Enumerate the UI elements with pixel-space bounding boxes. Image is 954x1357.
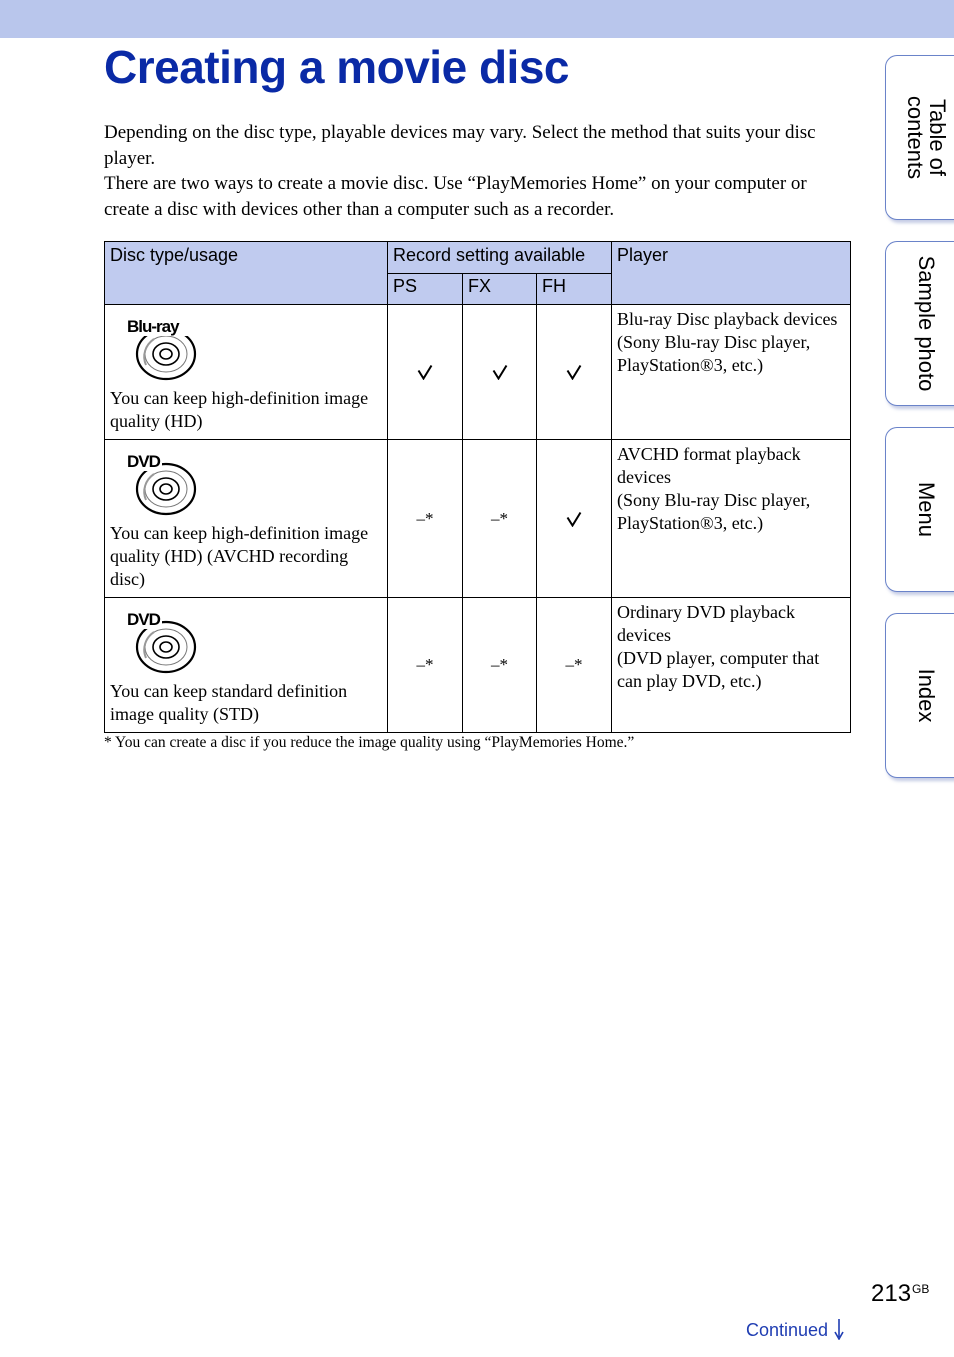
footnote: * You can create a disc if you reduce the image quality using “PlayMemories Home.” bbox=[104, 734, 635, 751]
disc-type-table bbox=[104, 241, 851, 733]
header-fx: FX bbox=[463, 274, 537, 305]
intro-paragraph-2: There are two ways to create a movie disc. Use “PlayMemories Home” on your computer or create a disc with devices other than a computer such as a recorder. bbox=[104, 173, 807, 220]
player-devices: Ordinary DVD playback devices bbox=[617, 602, 795, 645]
player-cell bbox=[612, 305, 851, 440]
tab-table-of-contents[interactable] bbox=[885, 55, 954, 220]
player-devices: Blu-ray Disc playback devices bbox=[617, 309, 838, 329]
fh-value: –* bbox=[537, 598, 612, 733]
dvd-disc-icon bbox=[126, 608, 206, 674]
player-cell bbox=[612, 440, 851, 598]
header-record-setting: Record setting available bbox=[388, 242, 612, 274]
arrow-down-icon bbox=[834, 1318, 844, 1345]
header-band bbox=[0, 0, 954, 38]
page-number bbox=[871, 1280, 929, 1308]
intro-text bbox=[104, 120, 854, 222]
fx-value: –* bbox=[463, 440, 537, 598]
tab-label: Table of contents bbox=[903, 95, 950, 180]
tab-label: Index bbox=[914, 668, 939, 723]
table-row bbox=[105, 598, 851, 733]
tab-label: Menu bbox=[914, 481, 939, 538]
fx-value: –* bbox=[463, 598, 537, 733]
header-ps: PS bbox=[388, 274, 463, 305]
disc-usage-text: You can keep high-definition image quality (HD) (AVCHD recording disc) bbox=[110, 523, 369, 589]
ps-check-icon bbox=[388, 305, 463, 440]
page-number-value: 213 bbox=[871, 1280, 912, 1307]
disc-logo-text: DVD bbox=[127, 610, 160, 629]
header-player: Player bbox=[612, 242, 851, 305]
disc-logo-text: Blu-ray bbox=[127, 317, 179, 336]
disc-type-cell bbox=[105, 598, 388, 733]
table-row bbox=[105, 305, 851, 440]
ps-value: –* bbox=[388, 598, 463, 733]
continued-label: Continued bbox=[746, 1320, 829, 1340]
player-devices: AVCHD format playback devices bbox=[617, 444, 801, 487]
tab-sample-photo[interactable] bbox=[885, 241, 954, 406]
tab-index[interactable] bbox=[885, 613, 954, 778]
continued-link[interactable] bbox=[746, 1318, 844, 1345]
intro-paragraph-1: Depending on the disc type, playable devices may vary. Select the method that suits your disc player. bbox=[104, 122, 816, 169]
header-disc-type: Disc type/usage bbox=[105, 242, 388, 305]
player-examples: (Sony Blu-ray Disc player, PlayStation®3, etc.) bbox=[617, 490, 811, 533]
tab-menu[interactable] bbox=[885, 427, 954, 592]
blu-ray-disc-icon bbox=[126, 315, 206, 381]
table-row bbox=[105, 440, 851, 598]
disc-type-cell bbox=[105, 305, 388, 440]
dvd-disc-icon bbox=[126, 450, 206, 516]
page-title: Creating a movie disc bbox=[104, 41, 569, 93]
fx-check-icon bbox=[463, 305, 537, 440]
fh-check-icon bbox=[537, 305, 612, 440]
disc-logo-text: DVD bbox=[127, 452, 160, 471]
disc-type-cell bbox=[105, 440, 388, 598]
header-fh: FH bbox=[537, 274, 612, 305]
player-cell bbox=[612, 598, 851, 733]
fh-check-icon bbox=[537, 440, 612, 598]
disc-usage-text: You can keep standard definition image quality (STD) bbox=[110, 681, 348, 724]
ps-value: –* bbox=[388, 440, 463, 598]
disc-usage-text: You can keep high-definition image quality (HD) bbox=[110, 388, 369, 431]
page-number-suffix: GB bbox=[912, 1282, 930, 1296]
tab-label: Sample photo bbox=[914, 255, 939, 392]
player-examples: (Sony Blu-ray Disc player, PlayStation®3, etc.) bbox=[617, 332, 811, 375]
player-examples: (DVD player, computer that can play DVD, etc.) bbox=[617, 648, 820, 691]
